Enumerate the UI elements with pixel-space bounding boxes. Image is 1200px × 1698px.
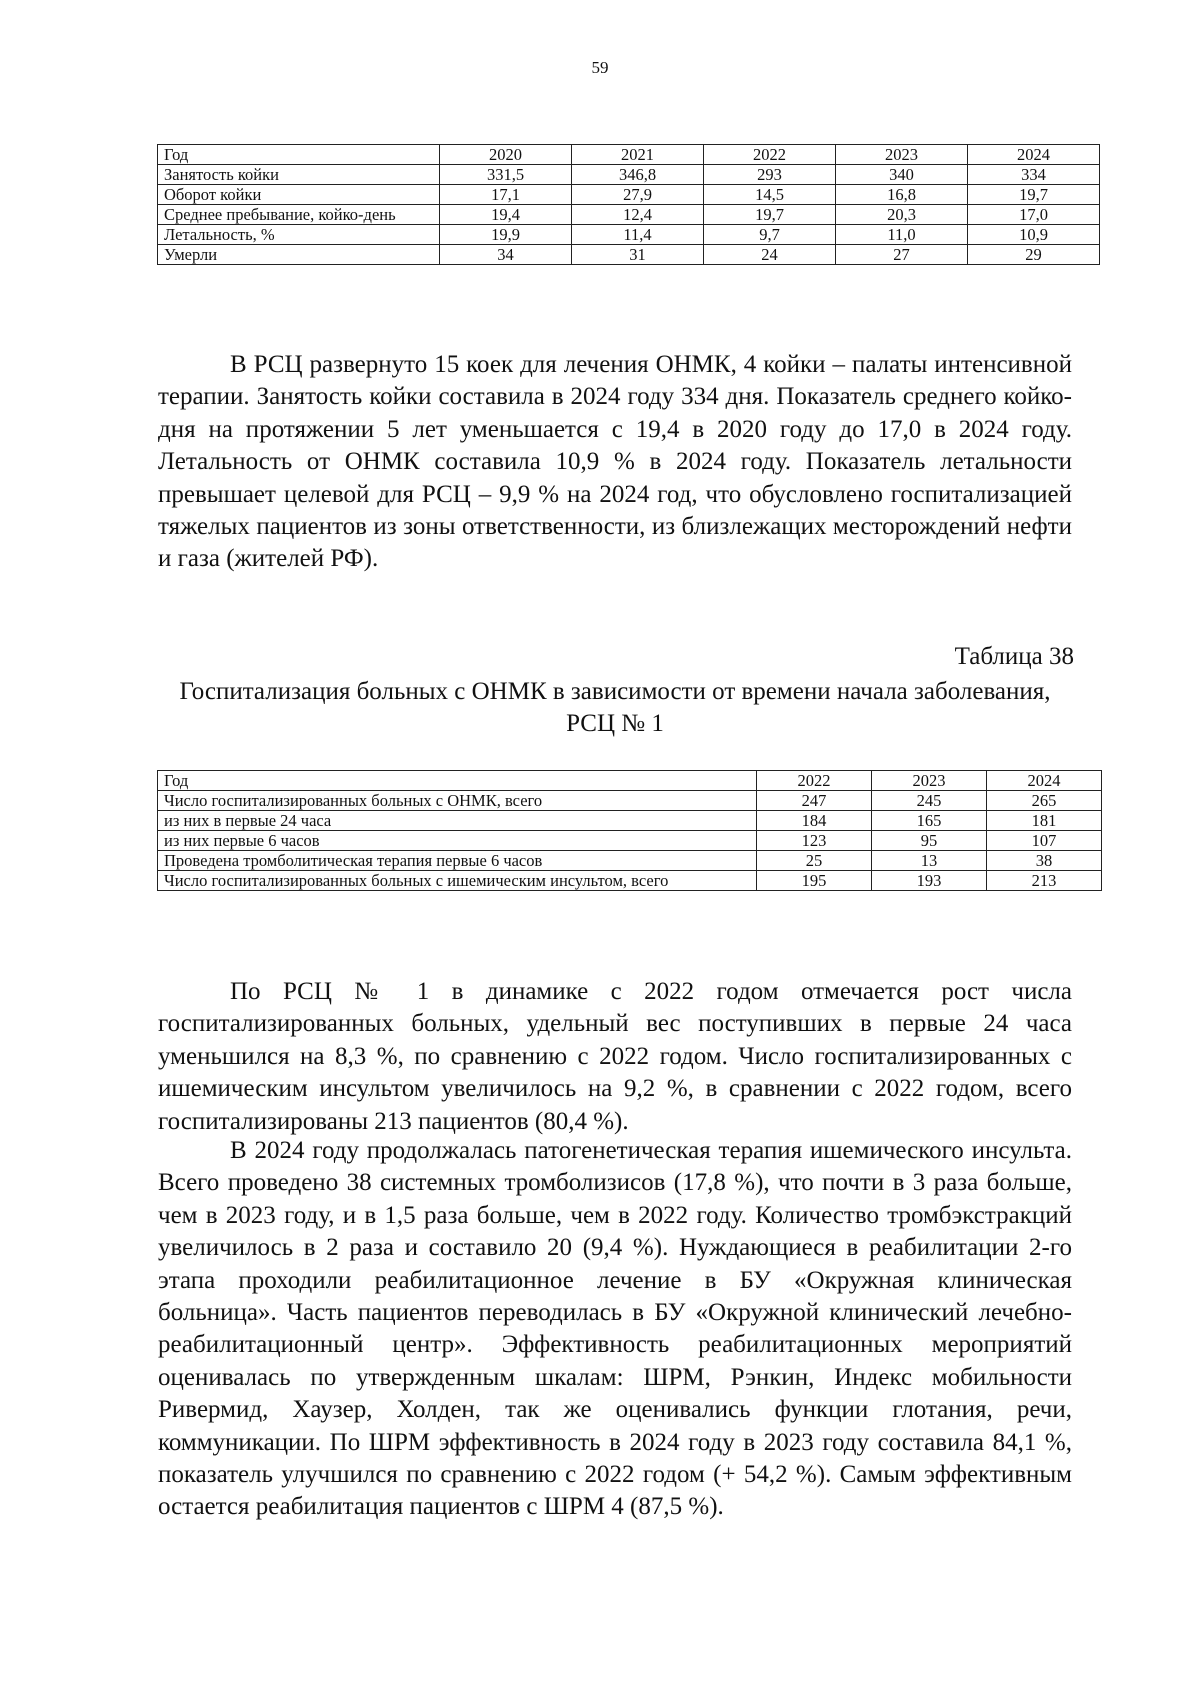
table-cell: 195: [757, 871, 872, 891]
table-cell: 24: [704, 245, 836, 265]
table-cell: 17,1: [440, 185, 572, 205]
table-cell: 20,3: [836, 205, 968, 225]
table-header-label: Год: [158, 771, 757, 791]
table-cell: 9,7: [704, 225, 836, 245]
table-cell: 293: [704, 165, 836, 185]
table-cell: 165: [872, 811, 987, 831]
table-cell: 31: [572, 245, 704, 265]
table-row: [158, 791, 1102, 811]
table-cell: 19,9: [440, 225, 572, 245]
table-cell: 184: [757, 811, 872, 831]
table-header-year: 2020: [440, 145, 572, 165]
page-number: 59: [591, 58, 609, 77]
table-header-year: 2021: [572, 145, 704, 165]
row-label: Проведена тромболитическая терапия первые 6 часов: [158, 851, 757, 871]
table-cell: 38: [987, 851, 1102, 871]
table-header-year: 2024: [968, 145, 1100, 165]
table-cell: 10,9: [968, 225, 1100, 245]
table-header-row: [158, 771, 1102, 791]
table-row: [158, 851, 1102, 871]
row-label: Умерли: [158, 245, 440, 265]
table-cell: 247: [757, 791, 872, 811]
table-cell: 213: [987, 871, 1102, 891]
table-header-year: 2022: [704, 145, 836, 165]
table-cell: 19,7: [704, 205, 836, 225]
table-cell: 334: [968, 165, 1100, 185]
table-cell: 11,4: [572, 225, 704, 245]
table-row: [158, 185, 1100, 205]
table-cell: 17,0: [968, 205, 1100, 225]
row-label: Летальность, %: [158, 225, 440, 245]
table-row: [158, 165, 1100, 185]
table-cell: 27: [836, 245, 968, 265]
table-cell: 19,7: [968, 185, 1100, 205]
table-header-year: 2023: [836, 145, 968, 165]
table-row: [158, 831, 1102, 851]
table-cell: 331,5: [440, 165, 572, 185]
row-label: Занятость койки: [158, 165, 440, 185]
table-cell: 95: [872, 831, 987, 851]
table-cell: 107: [987, 831, 1102, 851]
table-cell: 346,8: [572, 165, 704, 185]
hospitalization-table: [157, 770, 1102, 891]
table-cell: 29: [968, 245, 1100, 265]
table-caption-title: Госпитализация больных с ОНМК в зависимости от времени начала заболевания, РСЦ № 1: [179, 678, 1051, 737]
table-cell: 14,5: [704, 185, 836, 205]
paragraph: В 2024 году продолжалась патогенетическая терапия ишемического инсульта. Всего проведено 38 системных тромболизисов (17,8 %), что почти в 3 раза больше, чем в 2023 году, и в 1,5 раза больше, чем в 2022 году. Количество тромбэкстракций увеличилось в 2 раза и составило 20 (9,4 %). Нуждающиеся в реабилитации 2-го этапа проходили реабилитационное лечение в БУ «Окружная клиническая больница». Часть пациентов переводилась в БУ «Окружной клинический лечебно-реабилитационный центр». Эффективность реабилитационных мероприятий оценивалась по утвержденным шкалам: ШРМ, Рэнкин, Индекс мобильности Ривермид, Хаузер, Холден, так же оценивались функции глотания, речи, коммуникации. По ШРМ эффективность в 2024 году в 2023 году составила 84,1 %, показатель улучшился по сравнению с 2022 годом (+ 54,2 %). Самым эффективным остается реабилитация пациентов с ШРМ 4 (87,5 %).: [158, 1137, 1072, 1521]
table-cell: 11,0: [836, 225, 968, 245]
table-cell: 265: [987, 791, 1102, 811]
row-label: Оборот койки: [158, 185, 440, 205]
row-label: Среднее пребывание, койко-день: [158, 205, 440, 225]
table-header-year: 2022: [757, 771, 872, 791]
table-row: [158, 205, 1100, 225]
table-cell: 34: [440, 245, 572, 265]
table-cell: 16,8: [836, 185, 968, 205]
table-cell: 12,4: [572, 205, 704, 225]
table-header-year: 2023: [872, 771, 987, 791]
row-label: из них в первые 24 часа: [158, 811, 757, 831]
table-row: [158, 871, 1102, 891]
table-header-label: Год: [158, 145, 440, 165]
table-cell: 181: [987, 811, 1102, 831]
bed-statistics-table: [157, 144, 1100, 265]
row-label: Число госпитализированных больных с ишемическим инсультом, всего: [158, 871, 757, 891]
table-cell: 340: [836, 165, 968, 185]
row-label: из них первые 6 часов: [158, 831, 757, 851]
table-cell: 25: [757, 851, 872, 871]
paragraph: В РСЦ развернуто 15 коек для лечения ОНМК, 4 койки – палаты интенсивной терапии. Занятость койки составила в 2024 году 334 дня. Показатель среднего койко-дня на протяжении 5 лет уменьшается с 19,4 в 2020 году до 17,0 в 2024 году. Летальность от ОНМК составила 10,9 % в 2024 году. Показатель летальности превышает целевой для РСЦ – 9,9 % на 2024 год, что обусловлено госпитализацией тяжелых пациентов из зоны ответственности, из близлежащих месторождений нефти и газа (жителей РФ).: [158, 351, 1072, 573]
table-row: [158, 225, 1100, 245]
paragraph: По РСЦ № 1 в динамике с 2022 годом отмечается рост числа госпитализированных больных, удельный вес поступивших в первые 24 часа уменьшился на 8,3 %, по сравнению с 2022 годом. Число госпитализированных с ишемическим инсультом увеличилось на 9,2 %, в сравнении с 2022 годом, всего госпитализированы 213 пациентов (80,4 %).: [158, 978, 1072, 1135]
table-cell: 27,9: [572, 185, 704, 205]
table-cell: 123: [757, 831, 872, 851]
table-header-row: [158, 145, 1100, 165]
table-caption-number: Таблица 38: [954, 643, 1074, 670]
table-cell: 19,4: [440, 205, 572, 225]
table-cell: 193: [872, 871, 987, 891]
table-row: [158, 811, 1102, 831]
table-cell: 245: [872, 791, 987, 811]
table-cell: 13: [872, 851, 987, 871]
table-row: [158, 245, 1100, 265]
table-header-year: 2024: [987, 771, 1102, 791]
row-label: Число госпитализированных больных с ОНМК, всего: [158, 791, 757, 811]
